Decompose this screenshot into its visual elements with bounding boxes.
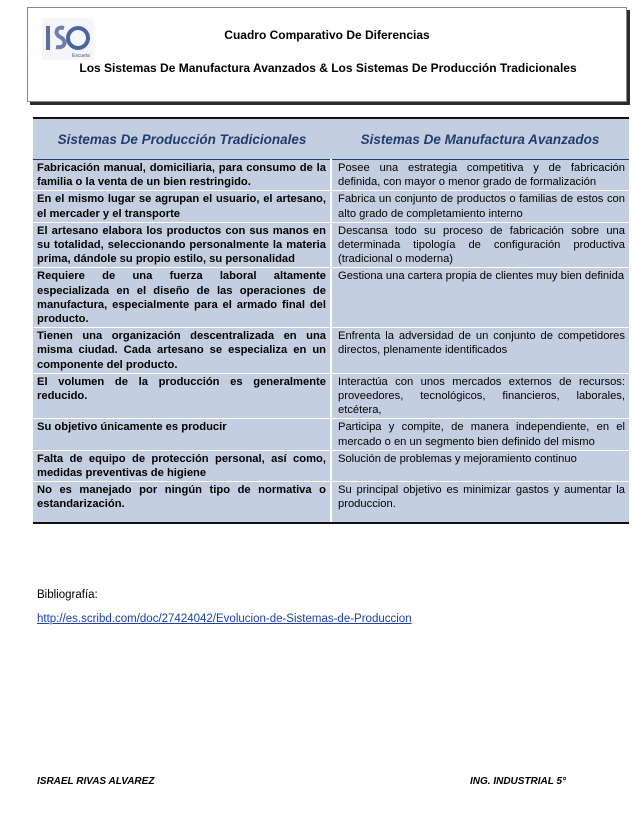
- advanced-cell: Descansa todo su proceso de fabricación sobre una determinada tipología de configuración productiva (tradicional o moderna): [331, 222, 629, 268]
- table-row: [33, 419, 629, 450]
- footer-author: ISRAEL RIVAS ALVAREZ: [37, 776, 155, 787]
- traditional-cell: En el mismo lugar se agrupan el usuario, el artesano, el mercader y el transporte: [33, 191, 331, 222]
- table-row: [33, 450, 629, 481]
- table-row: [33, 482, 629, 523]
- advanced-cell: Interactúa con unos mercados externos de recursos: proveedores, tecnológicos, financieros, laborales, etcétera,: [331, 373, 629, 419]
- table-row: [33, 268, 629, 328]
- traditional-cell: Falta de equipo de protección personal, así como, medidas preventivas de higiene: [33, 450, 331, 481]
- comparison-table: [33, 117, 629, 524]
- document-title: Cuadro Comparativo De Diferencias: [224, 28, 430, 42]
- advanced-cell: Gestiona una cartera propia de clientes muy bien definida: [331, 268, 629, 328]
- bibliography-link[interactable]: http://es.scribd.com/doc/27424042/Evolucion-de-Sistemas-de-Produccion: [37, 613, 412, 625]
- traditional-cell: Tienen una organización descentralizada en una misma ciudad. Cada artesano se especializa en un componente del producto.: [33, 328, 331, 374]
- svg-text:Escuela: Escuela: [72, 53, 90, 59]
- table-row: [33, 191, 629, 222]
- advanced-cell: Participa y compite, de manera independiente, en el mercado o en un segmento bien definido del mismo: [331, 419, 629, 450]
- traditional-cell: Su objetivo únicamente es producir: [33, 419, 331, 450]
- title-box: [27, 7, 627, 102]
- traditional-cell: Fabricación manual, domiciliaria, para consumo de la familia o la venta de un bien restringido.: [33, 160, 331, 191]
- table-row: [33, 373, 629, 419]
- advanced-cell: Solución de problemas y mejoramiento continuo: [331, 450, 629, 481]
- traditional-cell: Requiere de una fuerza laboral altamente especializada en el diseño de las operaciones de manufactura, especialmente para el armado final del producto.: [33, 268, 331, 328]
- advanced-cell: Enfrenta la adversidad de un conjunto de competidores directos, plenamente identificados: [331, 328, 629, 374]
- table-row: [33, 328, 629, 374]
- table-row: [33, 222, 629, 268]
- table-header-row: [33, 118, 629, 160]
- advanced-cell: Su principal objetivo es minimizar gastos y aumentar la produccion.: [331, 482, 629, 523]
- column-header-traditional: Sistemas De Producción Tradicionales: [33, 118, 331, 160]
- advanced-cell: Fabrica un conjunto de productos o familias de estos con alto grado de completamiento interno: [331, 191, 629, 222]
- traditional-cell: El volumen de la producción es generalmente reducido.: [33, 373, 331, 419]
- footer-program: ING. INDUSTRIAL 5°: [470, 776, 567, 787]
- bibliography-label: Bibliografía:: [37, 589, 98, 601]
- traditional-cell: No es manejado por ningún tipo de normativa o estandarización.: [33, 482, 331, 523]
- document-subtitle: Los Sistemas De Manufactura Avanzados & Los Sistemas De Producción Tradicionales: [79, 61, 577, 75]
- advanced-cell: Posee una estrategia competitiva y de fabricación definida, con mayor o menor grado de formalización: [331, 160, 629, 191]
- table-row: [33, 160, 629, 191]
- traditional-cell: El artesano elabora los productos con sus manos en su totalidad, seleccionando personalmente la materia prima, dándole su propio estilo, su personalidad: [33, 222, 331, 268]
- column-header-advanced: Sistemas De Manufactura Avanzados: [331, 118, 629, 160]
